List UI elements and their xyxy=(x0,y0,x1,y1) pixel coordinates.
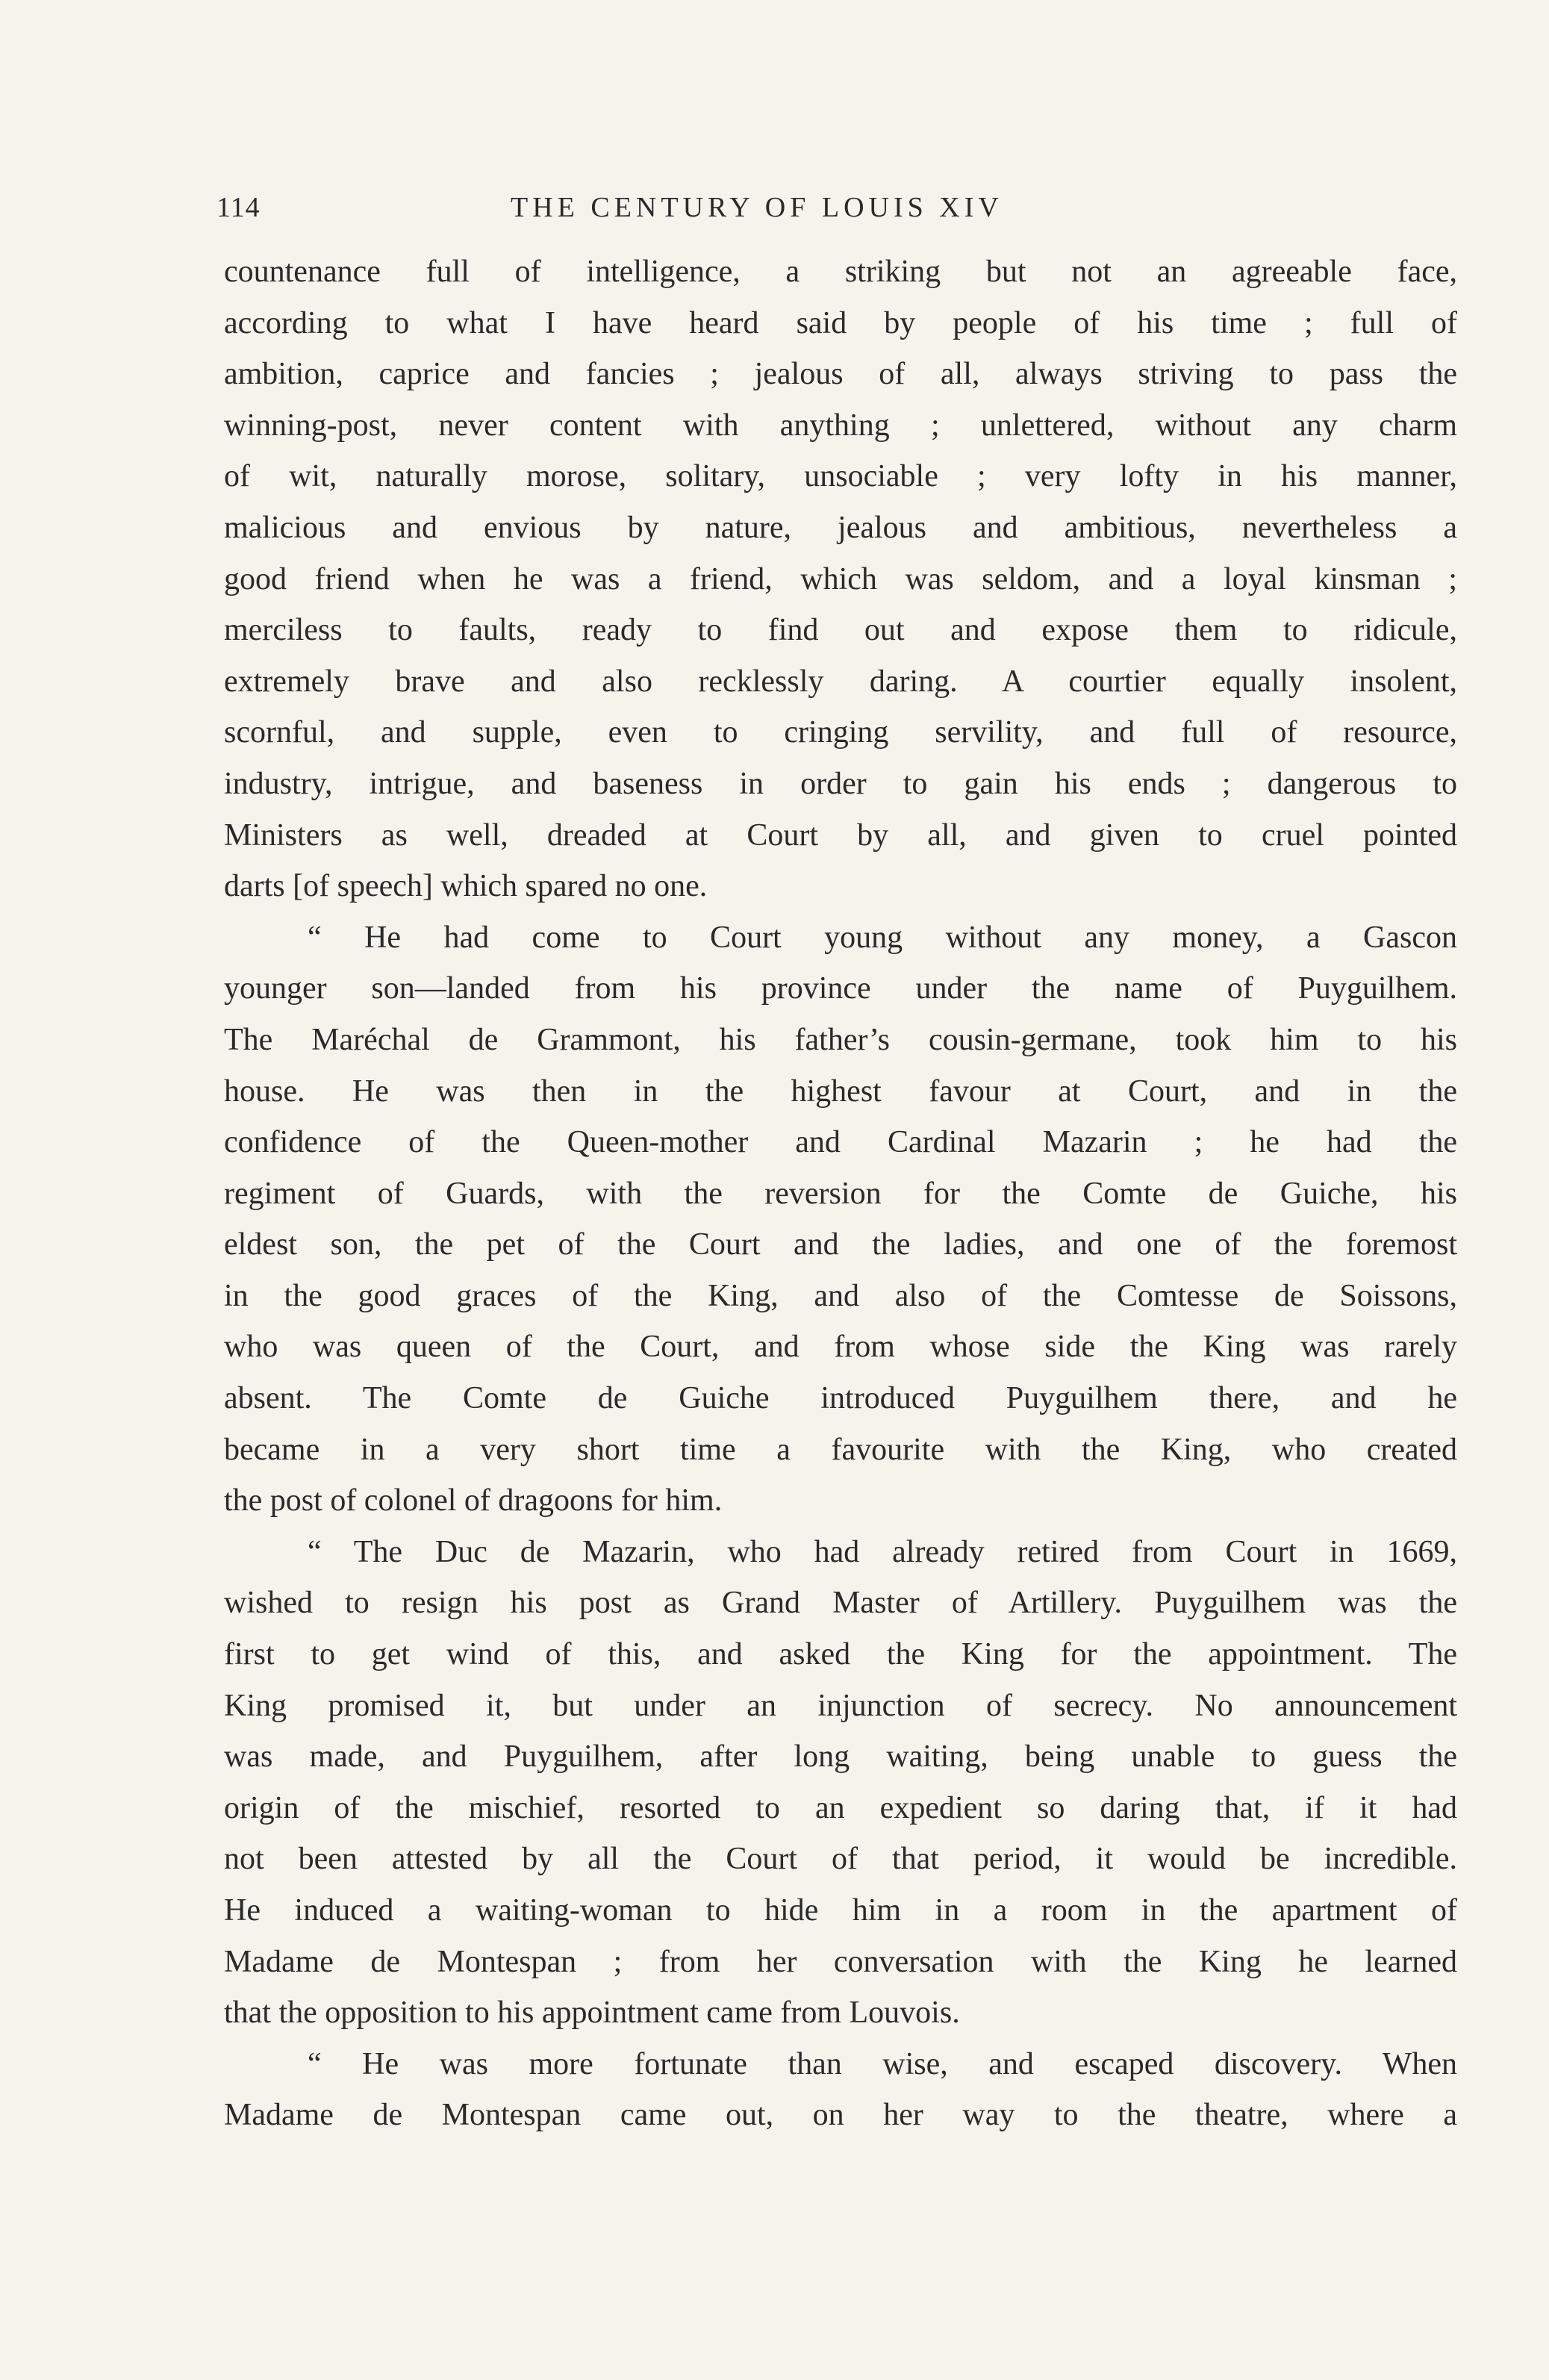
paragraph-last-line: the post of colonel of dragoons for him. xyxy=(224,1483,723,1518)
text-line: regiment of Guards, with the reversion for the Comte de Guiche, his xyxy=(224,1176,1457,1211)
text-line: merciless to faults, ready to find out and expose them to ridicule, xyxy=(224,613,1457,648)
text-line: wished to resign his post as Grand Master of Artillery. Puyguilhem was the xyxy=(224,1586,1457,1621)
text-line: industry, intrigue, and baseness in order to gain his ends ; dangerous to xyxy=(224,766,1457,801)
text-line: who was queen of the Court, and from whose side the King was rarely xyxy=(224,1330,1457,1365)
paragraph-first-line: “ He had come to Court young without any money, a Gascon xyxy=(308,920,1457,955)
text-line: ambition, caprice and fancies ; jealous of all, always striving to pass the xyxy=(224,357,1457,392)
text-line: Madame de Montespan came out, on her way to the theatre, where a xyxy=(224,2098,1457,2133)
text-line: was made, and Puyguilhem, after long waiting, being unable to guess the xyxy=(224,1739,1457,1775)
text-line: absent. The Comte de Guiche introduced Puyguilhem there, and he xyxy=(224,1381,1457,1416)
paragraph-first-line: “ The Duc de Mazarin, who had already retired from Court in 1669, xyxy=(308,1534,1457,1569)
text-line: first to get wind of this, and asked the King for the appointment. The xyxy=(224,1637,1457,1672)
running-head xyxy=(216,191,1486,236)
body-text xyxy=(224,246,1457,2141)
text-line: countenance full of intelligence, a striking but not an agreeable face, xyxy=(224,255,1457,289)
text-line: good friend when he was a friend, which was seldom, and a loyal kinsman ; xyxy=(224,561,1457,596)
text-line: in the good graces of the King, and also of the Comtesse de Soissons, xyxy=(224,1278,1457,1313)
text-line: Madame de Montespan ; from her conversation with the King he learned xyxy=(224,1944,1457,1979)
text-line: He induced a waiting-woman to hide him in a room in the apartment of xyxy=(224,1893,1457,1928)
text-line: Ministers as well, dreaded at Court by all, and given to cruel pointed xyxy=(224,817,1457,853)
text-line: eldest son, the pet of the Court and the ladies, and one of the foremost xyxy=(224,1227,1457,1262)
page-number: 114 xyxy=(216,192,261,223)
text-line: younger son—landed from his province under the name of Puyguilhem. xyxy=(224,971,1457,1006)
text-line: The Maréchal de Grammont, his father’s cousin-germane, took him to his xyxy=(224,1022,1457,1057)
text-line: origin of the mischief, resorted to an expedient so daring that, if it had xyxy=(224,1790,1457,1825)
paragraph-first-line: “ He was more fortunate than wise, and escaped discovery. When xyxy=(308,2046,1457,2081)
text-line: became in a very short time a favourite with the King, who created xyxy=(224,1432,1457,1467)
text-line: not been attested by all the Court of that period, it would be incredible. xyxy=(224,1842,1457,1877)
text-line: house. He was then in the highest favour at Court, and in the xyxy=(224,1074,1457,1109)
paragraph-last-line: that the opposition to his appointment came from Louvois. xyxy=(224,1996,960,2031)
text-line: King promised it, but under an injunction of secrecy. No announcement xyxy=(224,1688,1457,1723)
text-line: malicious and envious by nature, jealous and ambitious, nevertheless a xyxy=(224,510,1457,545)
text-line: extremely brave and also recklessly daring. A courtier equally insolent, xyxy=(224,664,1457,699)
text-line: according to what I have heard said by people of his time ; full of xyxy=(224,305,1457,340)
running-title: THE CENTURY OF LOUIS XIV xyxy=(511,192,1003,223)
text-line: scornful, and supple, even to cringing servility, and full of resource, xyxy=(224,715,1457,750)
text-line: winning-post, never content with anything ; unlettered, without any charm xyxy=(224,408,1457,443)
text-line: confidence of the Queen-mother and Cardinal Mazarin ; he had the xyxy=(224,1125,1457,1160)
paragraph-last-line: darts [of speech] which spared no one. xyxy=(224,869,708,904)
text-line: of wit, naturally morose, solitary, unsociable ; very lofty in his manner, xyxy=(224,459,1457,494)
